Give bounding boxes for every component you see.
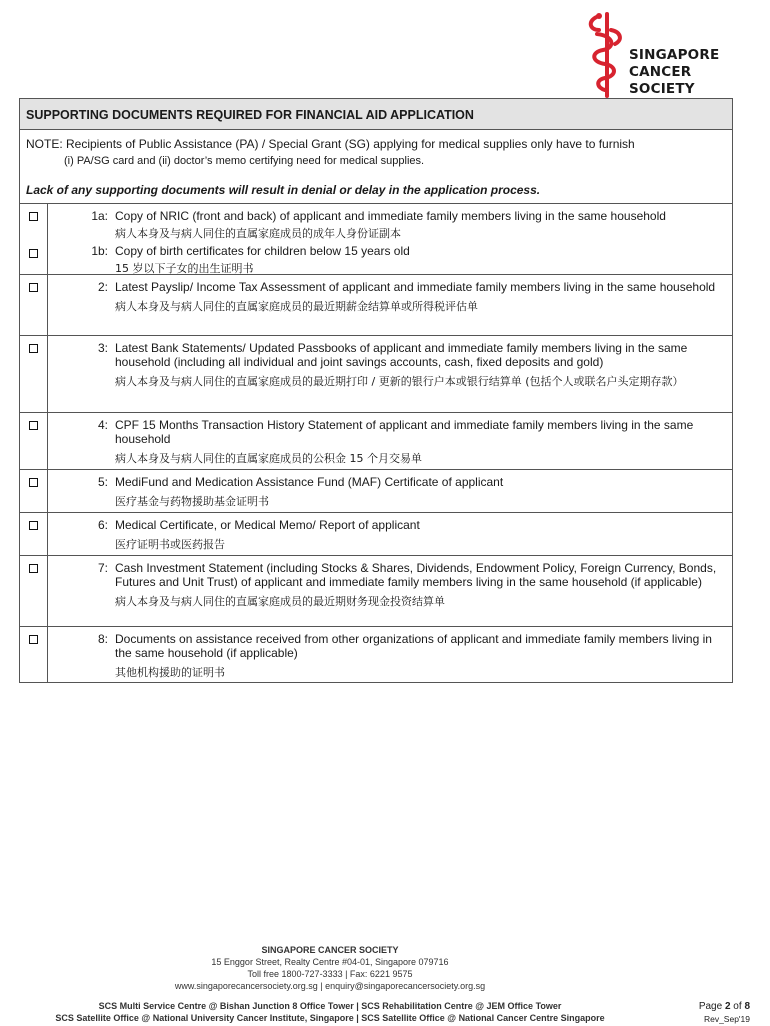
list-item-3 [48, 341, 726, 389]
note-line-1: NOTE: Recipients of Public Assistance (PA) / Special Grant (SG) applying for medical supplies only have to furnish [26, 137, 635, 151]
checklist-row-1 [20, 204, 732, 275]
form-title: SUPPORTING DOCUMENTS REQUIRED FOR FINANCIAL AID APPLICATION [20, 99, 732, 130]
item-number: 5: [97, 475, 108, 489]
item-text-cn: 其他机构援助的证明书 [115, 666, 225, 679]
logo-line-cancer: CANCER [629, 64, 692, 80]
checkbox-4[interactable] [29, 421, 38, 430]
logo-line-singapore: SINGAPORE [629, 47, 720, 63]
item-text-cn: 病人本身及与病人同住的直属家庭成员的最近期打印 / 更新的银行户本或银行结算单 (包括个人或联名户头定期存款） [115, 375, 684, 388]
note-line-2: (i) PA/SG card and (ii) doctor’s memo certifying need for medical supplies. [64, 155, 425, 167]
logo-line-society: SOCIETY [629, 81, 695, 97]
item-text-en: Copy of NRIC (front and back) of applicant and immediate family members living in the same household [115, 209, 666, 223]
supporting-documents-form [19, 98, 733, 683]
item-number: 1a: [91, 209, 108, 223]
page-total: 8 [744, 1001, 750, 1012]
checklist-row-8 [20, 627, 732, 682]
item-text-cn: 医疗证明书或医药报告 [115, 538, 225, 551]
footer-address: 15 Enggor Street, Realty Centre #04-01, Singapore 079716 [211, 957, 449, 967]
checkbox-8[interactable] [29, 635, 38, 644]
page-footer [0, 944, 660, 1024]
checklist-row-7 [20, 556, 732, 627]
footer-centres-line-1: SCS Multi Service Centre @ Bishan Junction 8 Office Tower | SCS Rehabilitation Centre @ JEM Office Tower [98, 1001, 562, 1011]
item-number: 7: [97, 561, 108, 575]
checkbox-1b[interactable] [29, 249, 38, 258]
item-number: 6: [97, 518, 108, 532]
list-item-8 [48, 632, 726, 680]
item-text-cn: 15 岁以下子女的出生证明书 [115, 262, 254, 275]
item-text-en: Documents on assistance received from other organizations of applicant and immediate family members living in the same household (if applicable) [115, 632, 712, 660]
footer-org-name: SINGAPORE CANCER SOCIETY [261, 945, 399, 955]
item-number: 3: [97, 341, 108, 355]
item-text-en: Latest Payslip/ Income Tax Assessment of applicant and immediate family members living in the same household [115, 280, 716, 294]
item-text-cn: 病人本身及与病人同住的直属家庭成员的成年人身份证副本 [115, 227, 401, 240]
list-item-1a [48, 209, 726, 241]
item-text-cn: 病人本身及与病人同住的直属家庭成员的最近期财务现金投资结算单 [115, 595, 445, 608]
warning-text: Lack of any supporting documents will result in denial or delay in the application process. [26, 183, 541, 197]
item-number: 1b: [91, 244, 108, 258]
footer-web: www.singaporecancersociety.org.sg | enquiry@singaporecancersociety.org.sg [174, 981, 486, 991]
checkbox-7[interactable] [29, 564, 38, 573]
checklist-row-6 [20, 513, 732, 556]
list-item-4 [48, 418, 726, 466]
item-text-cn: 病人本身及与病人同住的直属家庭成员的公积金 15 个月交易单 [115, 452, 422, 465]
item-text-en: Copy of birth certificates for children below 15 years old [115, 244, 410, 258]
checkbox-5[interactable] [29, 478, 38, 487]
item-number: 8: [97, 632, 108, 646]
item-text-en: Latest Bank Statements/ Updated Passbooks of applicant and immediate family members living in the same household (including all individual and joint savings accounts, cash, fixed deposits and gold) [115, 341, 688, 369]
checkbox-1a[interactable] [29, 212, 38, 221]
checklist-row-4 [20, 413, 732, 470]
form-notes [20, 130, 732, 204]
item-text-en: Medical Certificate, or Medical Memo/ Report of applicant [115, 518, 420, 532]
list-item-2 [48, 280, 726, 314]
page-of: of [730, 1001, 745, 1012]
caduceus-icon [583, 10, 633, 100]
item-text-en: MediFund and Medication Assistance Fund (MAF) Certificate of applicant [115, 475, 504, 489]
checkbox-6[interactable] [29, 521, 38, 530]
list-item-1b [48, 244, 726, 276]
item-text-en: CPF 15 Months Transaction History Statement of applicant and immediate family members living in the same household [115, 418, 694, 446]
list-item-7 [48, 561, 726, 609]
page-number [660, 1000, 750, 1026]
item-text-en: Cash Investment Statement (including Stocks & Shares, Dividends, Endowment Policy, Foreign Currency, Bonds, Futures and Unit Trust) of applicant and immediate family members living in the same household (if applicable) [115, 561, 717, 589]
footer-centres-line-2: SCS Satellite Office @ National University Cancer Institute, Singapore | SCS Satellite Office @ National Cancer Centre Singapore [55, 1013, 605, 1023]
item-number: 2: [97, 280, 108, 294]
item-text-cn: 病人本身及与病人同住的直属家庭成员的最近期薪金结算单或所得税评估单 [115, 300, 478, 313]
checklist-row-5 [20, 470, 732, 513]
checklist-row-3 [20, 336, 732, 413]
scs-logo [583, 10, 733, 100]
footer-phone: Toll free 1800-727-3333 | Fax: 6221 9575 [247, 969, 413, 979]
list-item-5 [48, 475, 726, 509]
checkbox-3[interactable] [29, 344, 38, 353]
revision-label: Rev_Sep'19 [703, 1014, 750, 1024]
checkbox-2[interactable] [29, 283, 38, 292]
page-current: 2 [724, 1001, 731, 1012]
list-item-6 [48, 518, 726, 552]
checklist-row-2 [20, 275, 732, 336]
item-number: 4: [97, 418, 108, 432]
page-prefix: Page [698, 1001, 725, 1012]
item-text-cn: 医疗基金与药物援助基金证明书 [115, 495, 269, 508]
